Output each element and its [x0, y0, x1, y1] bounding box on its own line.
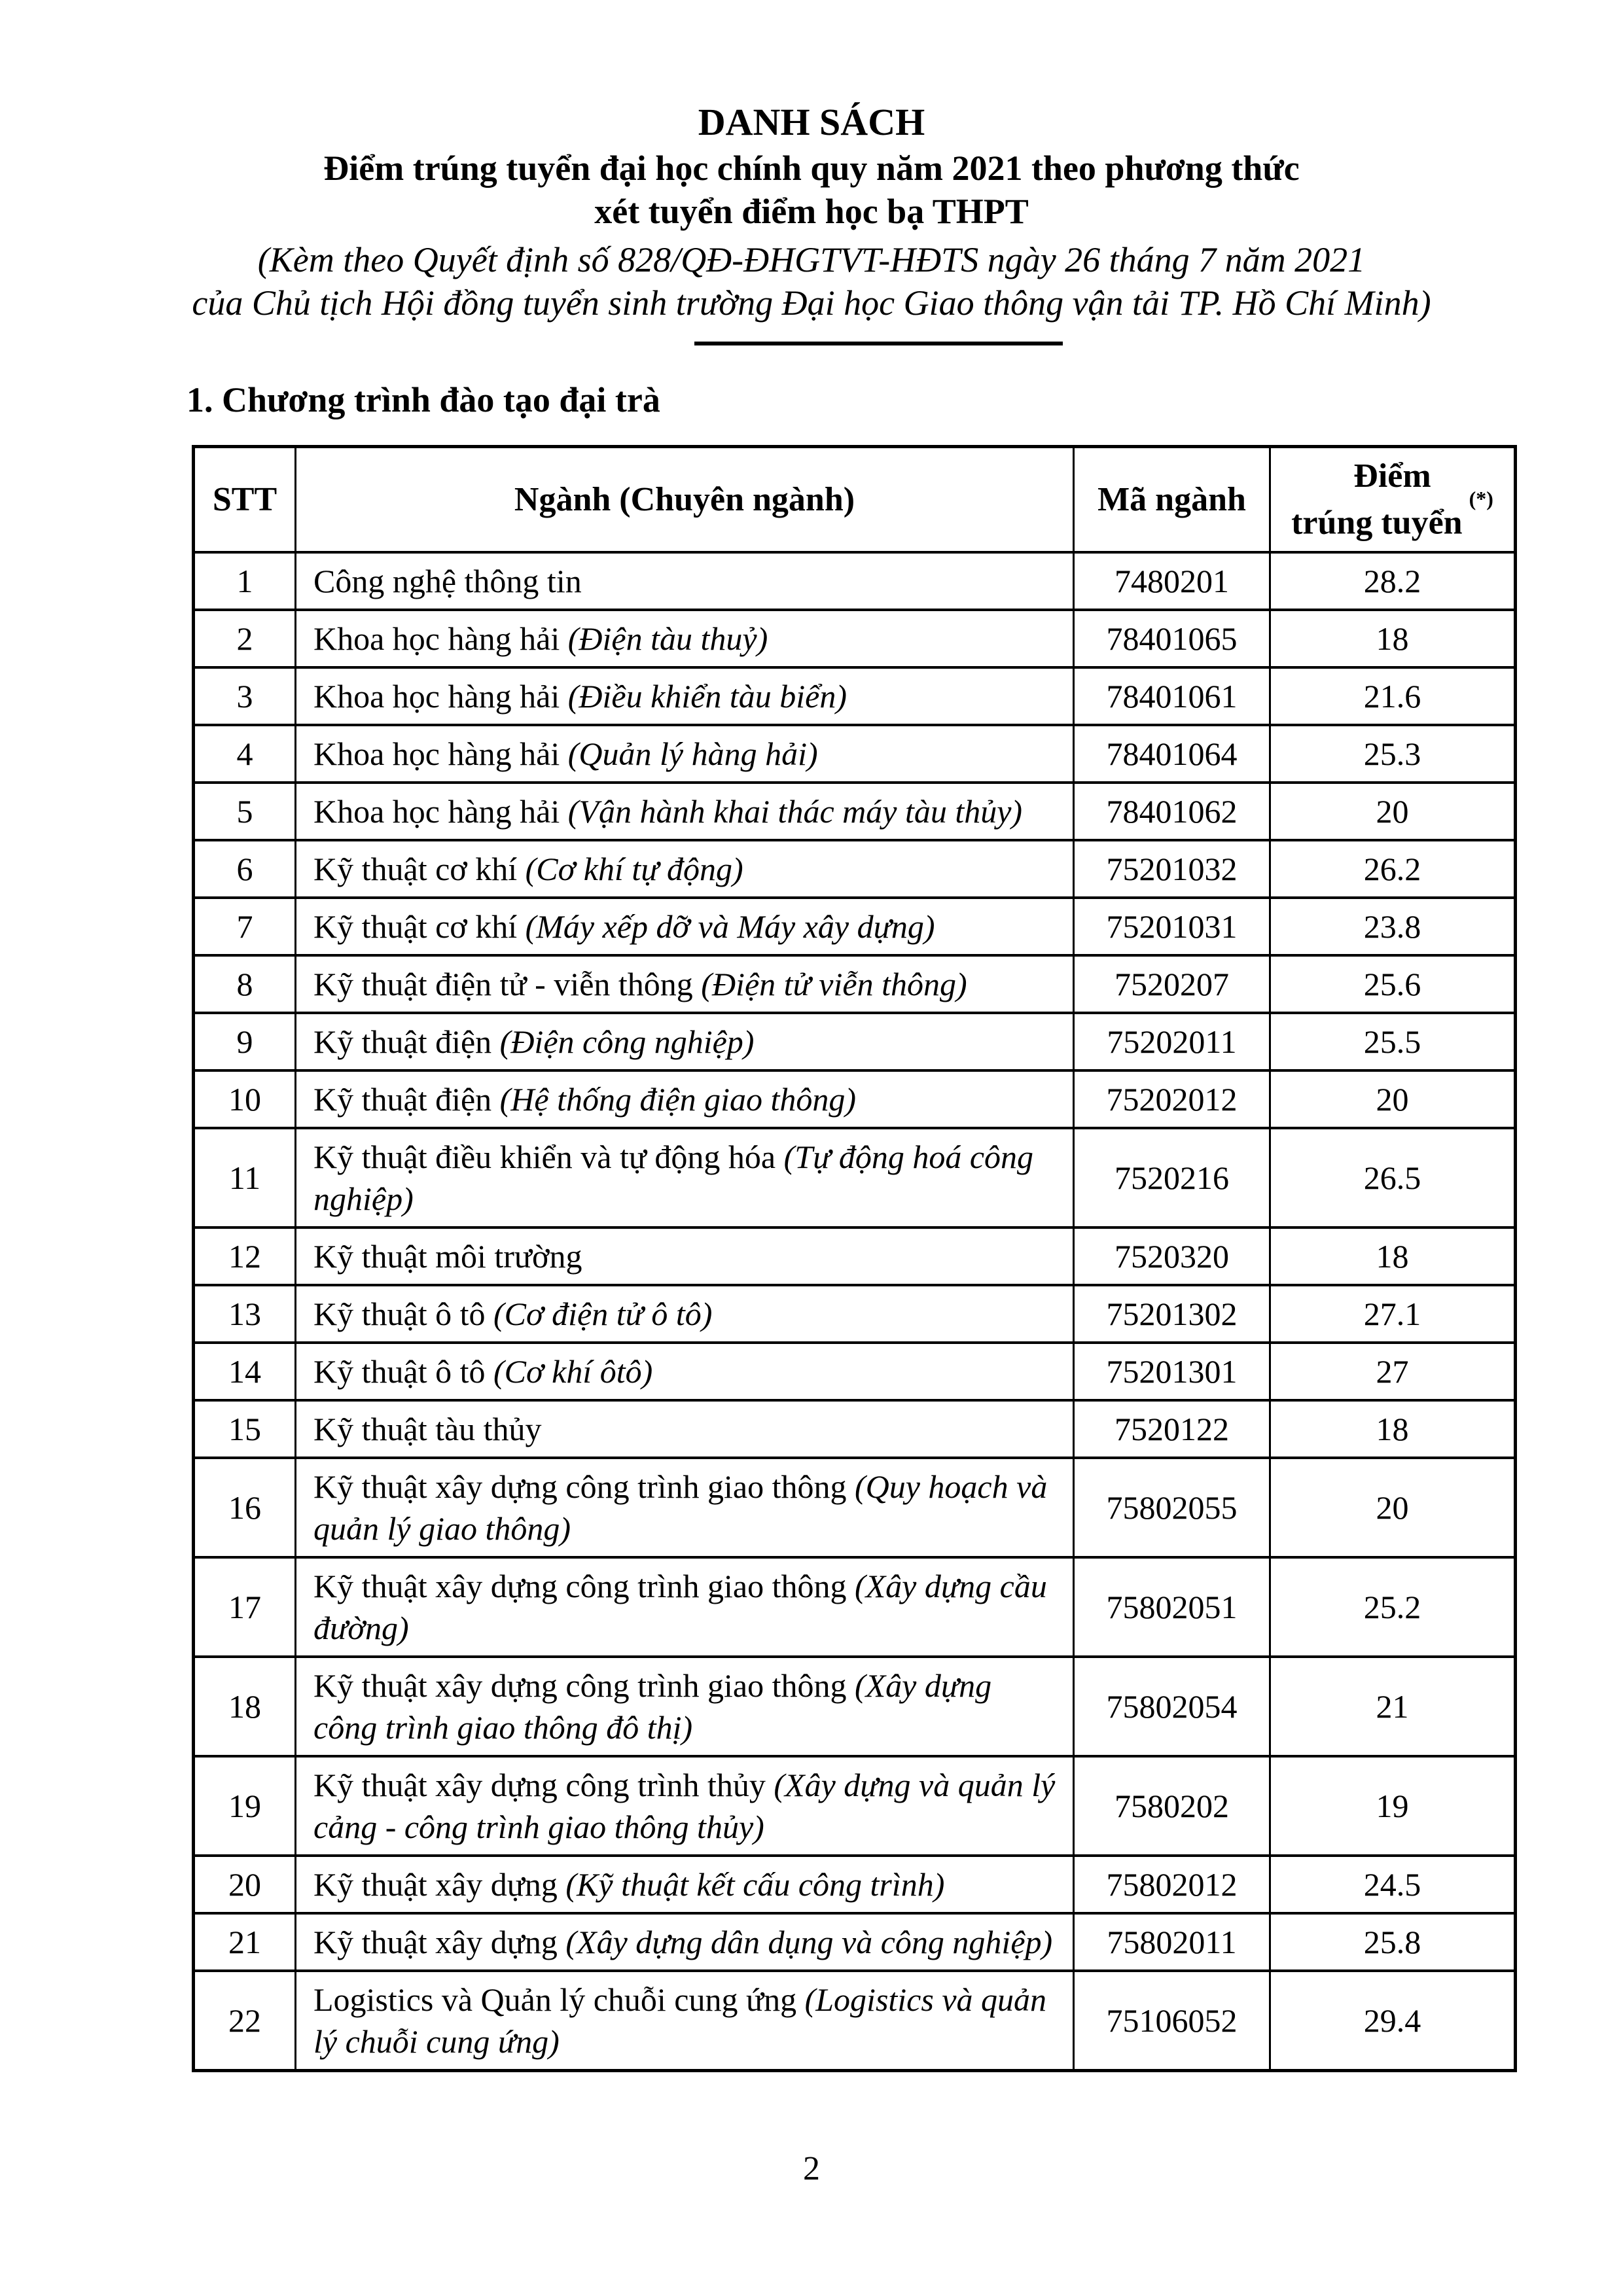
- column-header-diem-line1: Điểm: [1353, 457, 1431, 495]
- row-name-specialization: (Cơ khí ôtô): [493, 1353, 653, 1390]
- row-score: 26.2: [1270, 840, 1516, 898]
- row-stt: 10: [194, 1070, 296, 1128]
- document-note-line1: (Kèm theo Quyết định số 828/QĐ-ĐHGTVT-HĐTS ngày 26 tháng 7 năm 2021: [257, 240, 1366, 279]
- table-header: [194, 447, 1516, 553]
- row-name: Kỹ thuật điều khiển và tự động hóa (Tự động hoá công nghiệp): [296, 1128, 1074, 1227]
- row-name-specialization: (Cơ điện tử ô tô): [493, 1296, 713, 1333]
- row-name: Kỹ thuật ô tô (Cơ điện tử ô tô): [296, 1285, 1074, 1343]
- row-name: Kỹ thuật điện tử - viễn thông (Điện tử viễn thông): [296, 955, 1074, 1013]
- row-score: 25.2: [1270, 1557, 1516, 1657]
- row-name: Kỹ thuật cơ khí (Máy xếp dỡ và Máy xây dựng): [296, 898, 1074, 955]
- document-header: [0, 98, 1623, 325]
- row-code: 75802051: [1074, 1557, 1270, 1657]
- row-code: 75201031: [1074, 898, 1270, 955]
- row-stt: 19: [194, 1756, 296, 1856]
- row-code: 7580202: [1074, 1756, 1270, 1856]
- table-row: [194, 1856, 1516, 1913]
- document-title: DANH SÁCH: [698, 101, 925, 143]
- row-name: Kỹ thuật môi trường: [296, 1227, 1074, 1285]
- row-name-specialization: (Tự động hoá công nghiệp): [313, 1139, 1034, 1218]
- row-stt: 13: [194, 1285, 296, 1343]
- row-stt: 15: [194, 1400, 296, 1458]
- row-score: 18: [1270, 1227, 1516, 1285]
- row-name: Kỹ thuật ô tô (Cơ khí ôtô): [296, 1343, 1074, 1400]
- table-row: [194, 1913, 1516, 1971]
- row-name-specialization: (Xây dựng dân dụng và công nghiệp): [565, 1924, 1053, 1961]
- row-name: Kỹ thuật xây dựng (Kỹ thuật kết cấu công trình): [296, 1856, 1074, 1913]
- row-code: 75202012: [1074, 1070, 1270, 1128]
- row-score: 27.1: [1270, 1285, 1516, 1343]
- row-name-specialization: (Vận hành khai thác máy tàu thủy): [567, 793, 1023, 830]
- row-name-specialization: (Điện tử viễn thông): [701, 966, 967, 1003]
- row-name: Kỹ thuật điện (Hệ thống điện giao thông): [296, 1070, 1074, 1128]
- table-row: [194, 1971, 1516, 2071]
- row-name: Khoa học hàng hải (Điều khiển tàu biển): [296, 667, 1074, 725]
- row-name-specialization: (Logistics và quản lý chuỗi cung ứng): [313, 1981, 1047, 2060]
- row-code: 75202011: [1074, 1013, 1270, 1070]
- score-table-body: [194, 552, 1516, 2071]
- column-header-diem: [1270, 447, 1516, 553]
- row-code: 7520320: [1074, 1227, 1270, 1285]
- row-stt: 16: [194, 1458, 296, 1557]
- row-code: 7520122: [1074, 1400, 1270, 1458]
- table-row: [194, 667, 1516, 725]
- row-stt: 18: [194, 1657, 296, 1756]
- row-score: 29.4: [1270, 1971, 1516, 2071]
- row-name: Kỹ thuật xây dựng công trình giao thông (Quy hoạch và quản lý giao thông): [296, 1458, 1074, 1557]
- row-name: Khoa học hàng hải (Điện tàu thuỷ): [296, 610, 1074, 667]
- row-score: 19: [1270, 1756, 1516, 1856]
- table-row: [194, 1128, 1516, 1227]
- row-stt: 6: [194, 840, 296, 898]
- row-code: 78401065: [1074, 610, 1270, 667]
- row-score: 18: [1270, 610, 1516, 667]
- table-row: [194, 1657, 1516, 1756]
- table-row: [194, 955, 1516, 1013]
- row-score: 26.5: [1270, 1128, 1516, 1227]
- page-number: 2: [803, 2150, 820, 2187]
- row-score: 27: [1270, 1343, 1516, 1400]
- row-score: 20: [1270, 783, 1516, 840]
- row-score: 25.3: [1270, 725, 1516, 783]
- row-code: 75201302: [1074, 1285, 1270, 1343]
- row-name: Kỹ thuật tàu thủy: [296, 1400, 1074, 1458]
- row-code: 75802055: [1074, 1458, 1270, 1557]
- row-stt: 9: [194, 1013, 296, 1070]
- row-code: 78401061: [1074, 667, 1270, 725]
- row-name: Logistics và Quản lý chuỗi cung ứng (Logistics và quản lý chuỗi cung ứng): [296, 1971, 1074, 2071]
- document-note-line2: của Chủ tịch Hội đồng tuyển sinh trường Đại học Giao thông vận tải TP. Hồ Chí Minh): [192, 283, 1431, 323]
- row-stt: 8: [194, 955, 296, 1013]
- row-name: Công nghệ thông tin: [296, 552, 1074, 610]
- row-stt: 5: [194, 783, 296, 840]
- table-row: [194, 898, 1516, 955]
- table-row: [194, 725, 1516, 783]
- row-name: Kỹ thuật xây dựng công trình giao thông (Xây dựng cầu đường): [296, 1557, 1074, 1657]
- column-header-stt: STT: [194, 447, 296, 553]
- row-stt: 17: [194, 1557, 296, 1657]
- row-score: 25.6: [1270, 955, 1516, 1013]
- table-row: [194, 552, 1516, 610]
- row-name-specialization: (Xây dựng cầu đường): [313, 1568, 1047, 1647]
- row-name: Kỹ thuật xây dựng (Xây dựng dân dụng và công nghiệp): [296, 1913, 1074, 1971]
- table-header-row: [194, 447, 1516, 553]
- row-score: 23.8: [1270, 898, 1516, 955]
- table-row: [194, 1285, 1516, 1343]
- row-score: 24.5: [1270, 1856, 1516, 1913]
- row-stt: 21: [194, 1913, 296, 1971]
- row-code: 75201301: [1074, 1343, 1270, 1400]
- row-name-specialization: (Quản lý hàng hải): [567, 735, 818, 773]
- row-code: 75802011: [1074, 1913, 1270, 1971]
- row-name-specialization: (Điện công nghiệp): [499, 1023, 755, 1061]
- table-row: [194, 610, 1516, 667]
- section-heading: 1. Chương trình đào tạo đại trà: [187, 380, 660, 419]
- row-stt: 7: [194, 898, 296, 955]
- row-name: Khoa học hàng hải (Quản lý hàng hải): [296, 725, 1074, 783]
- row-code: 7520207: [1074, 955, 1270, 1013]
- row-code: 7520216: [1074, 1128, 1270, 1227]
- title-underline: [694, 342, 1063, 345]
- table-row: [194, 1756, 1516, 1856]
- row-stt: 1: [194, 552, 296, 610]
- row-code: 75802012: [1074, 1856, 1270, 1913]
- row-name-specialization: (Cơ khí tự động): [525, 851, 743, 888]
- row-code: 75802054: [1074, 1657, 1270, 1756]
- document-subtitle-line2: xét tuyển điểm học bạ THPT: [594, 192, 1029, 231]
- table-row: [194, 1557, 1516, 1657]
- row-name-specialization: (Xây dựng và quản lý cảng - công trình giao thông thủy): [313, 1767, 1056, 1846]
- row-code: 78401064: [1074, 725, 1270, 783]
- row-stt: 3: [194, 667, 296, 725]
- table-row: [194, 783, 1516, 840]
- row-code: 75106052: [1074, 1971, 1270, 2071]
- row-score: 21.6: [1270, 667, 1516, 725]
- row-code: 7480201: [1074, 552, 1270, 610]
- row-stt: 20: [194, 1856, 296, 1913]
- column-header-nganh: Ngành (Chuyên ngành): [296, 447, 1074, 553]
- footnote-marker: (*): [1469, 487, 1493, 510]
- row-score: 21: [1270, 1657, 1516, 1756]
- table-row: [194, 1070, 1516, 1128]
- row-name: Kỹ thuật xây dựng công trình giao thông (Xây dựng công trình giao thông đô thị): [296, 1657, 1074, 1756]
- row-name-specialization: (Máy xếp dỡ và Máy xây dựng): [525, 908, 935, 945]
- row-score: 25.5: [1270, 1013, 1516, 1070]
- table-row: [194, 1400, 1516, 1458]
- row-name-specialization: (Quy hoạch và quản lý giao thông): [313, 1468, 1048, 1547]
- table-row: [194, 1013, 1516, 1070]
- row-stt: 2: [194, 610, 296, 667]
- row-name-specialization: (Hệ thống điện giao thông): [499, 1081, 857, 1118]
- row-stt: 11: [194, 1128, 296, 1227]
- row-stt: 12: [194, 1227, 296, 1285]
- row-stt: 14: [194, 1343, 296, 1400]
- row-code: 78401062: [1074, 783, 1270, 840]
- row-score: 20: [1270, 1070, 1516, 1128]
- table-row: [194, 1458, 1516, 1557]
- row-name-specialization: (Điện tàu thuỷ): [567, 620, 768, 658]
- row-code: 75201032: [1074, 840, 1270, 898]
- row-name-specialization: (Kỹ thuật kết cấu công trình): [565, 1866, 945, 1903]
- row-score: 28.2: [1270, 552, 1516, 610]
- row-name-specialization: (Xây dựng công trình giao thông đô thị): [313, 1667, 992, 1746]
- document-subtitle-line1: Điểm trúng tuyển đại học chính quy năm 2021 theo phương thức: [323, 149, 1300, 188]
- row-name-specialization: (Điều khiển tàu biển): [567, 678, 847, 715]
- row-name: Kỹ thuật điện (Điện công nghiệp): [296, 1013, 1074, 1070]
- table-row: [194, 840, 1516, 898]
- column-header-diem-line2: trúng tuyển: [1291, 504, 1463, 542]
- row-stt: 4: [194, 725, 296, 783]
- row-score: 18: [1270, 1400, 1516, 1458]
- admission-score-table: [192, 445, 1517, 2072]
- row-score: 25.8: [1270, 1913, 1516, 1971]
- row-score: 20: [1270, 1458, 1516, 1557]
- row-name: Khoa học hàng hải (Vận hành khai thác máy tàu thủy): [296, 783, 1074, 840]
- table-row: [194, 1227, 1516, 1285]
- row-stt: 22: [194, 1971, 296, 2071]
- row-name: Kỹ thuật cơ khí (Cơ khí tự động): [296, 840, 1074, 898]
- row-name: Kỹ thuật xây dựng công trình thủy (Xây dựng và quản lý cảng - công trình giao thông thủy): [296, 1756, 1074, 1856]
- column-header-ma-nganh: Mã ngành: [1074, 447, 1270, 553]
- table-row: [194, 1343, 1516, 1400]
